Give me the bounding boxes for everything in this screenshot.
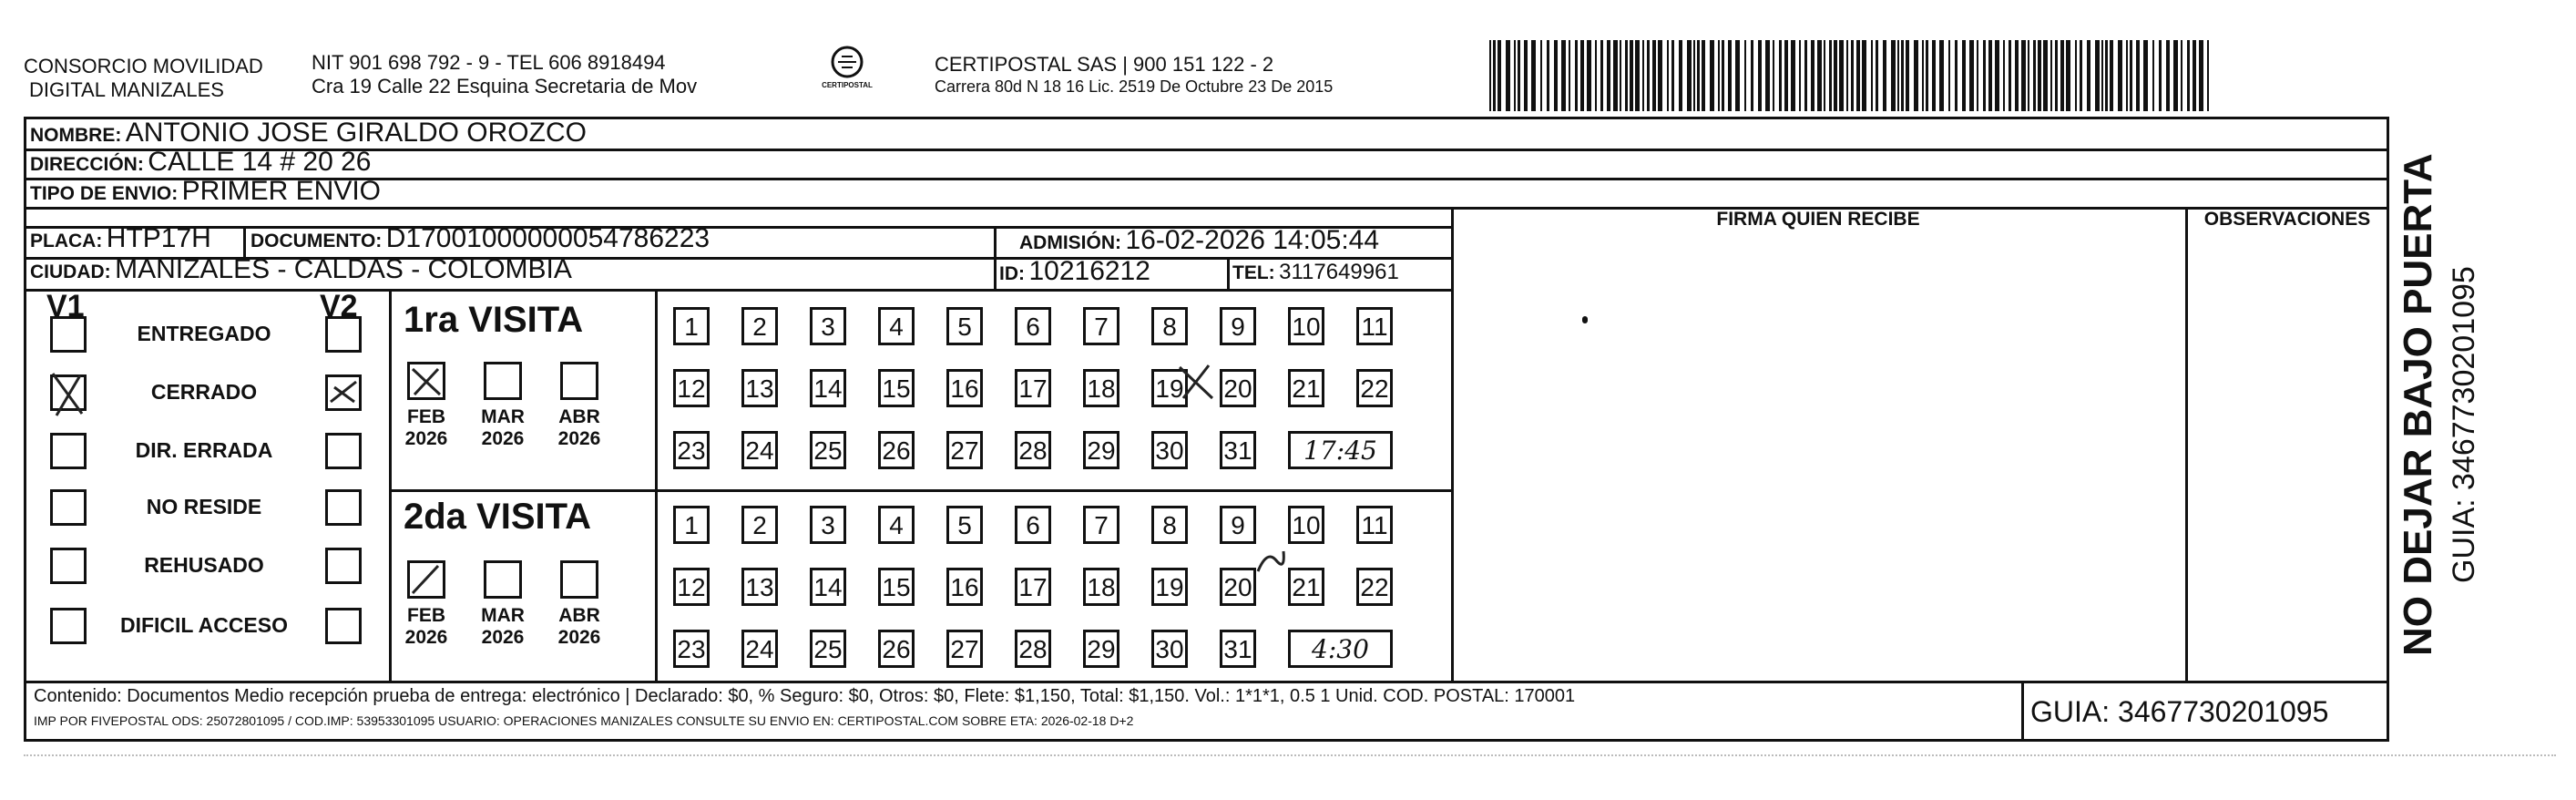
v1-checkbox[interactable] [50, 433, 87, 469]
month-name: FEB [407, 406, 445, 427]
barcode-bar [2075, 40, 2077, 111]
day-box[interactable]: 4 [878, 307, 915, 345]
day-box[interactable]: 10 [1288, 506, 1324, 544]
day-box[interactable]: 23 [673, 431, 710, 469]
carrier-address: Carrera 80d N 18 16 Lic. 2519 De Octubre 23 De 2015 [935, 77, 1334, 96]
barcode-bar [1784, 40, 1788, 111]
status-label: NO RESIDE [146, 495, 262, 518]
day-box[interactable]: 27 [946, 431, 983, 469]
barcode-bar [1995, 40, 1999, 111]
day-box[interactable]: 11 [1356, 307, 1393, 345]
barcode-bar [1554, 40, 1558, 111]
barcode-bar [1561, 40, 1566, 111]
id-label: ID: [999, 263, 1025, 284]
day-box[interactable]: 22 [1356, 369, 1393, 407]
day-box[interactable]: 2 [741, 506, 778, 544]
barcode-bar [2087, 40, 2090, 111]
barcode-bar [1642, 40, 1644, 111]
day-box[interactable]: 5 [946, 307, 983, 345]
barcode-bar [2015, 40, 2019, 111]
v2-checkbox[interactable] [325, 316, 362, 353]
barcode-bar [1817, 40, 1822, 111]
barcode-bar [2166, 40, 2170, 111]
day-box[interactable]: 1 [673, 307, 710, 345]
consortium-line-1: CONSORCIO MOVILIDAD [24, 55, 263, 77]
barcode-bar [1620, 40, 1621, 111]
side-guia: GUIA: 3467730201095 [2447, 266, 2481, 583]
footer-contents: Contenido: Documentos Medio recepción prueba de entrega: electrónico | Declarado: $0, % Seguro: $0, Otros: $0, Flete: $1,150, Total: $1,150. Vol.: 1*1*1, 0.5 1 Unid. COD. POSTAL: 170001 [34, 686, 1576, 706]
month-checkbox[interactable] [560, 362, 598, 400]
day-box[interactable]: 14 [810, 568, 846, 606]
v2-checkbox[interactable] [325, 548, 362, 584]
barcode-bar [1765, 40, 1770, 111]
barcode-bar [1667, 40, 1669, 111]
barcode-bar [1977, 40, 1978, 111]
day-box[interactable]: 19 [1151, 369, 1188, 407]
consortium-name [24, 55, 263, 102]
barcode-bar [2038, 40, 2041, 111]
day-box[interactable]: 29 [1083, 630, 1119, 668]
barcode-bar [1569, 40, 1570, 111]
month-year: 2026 [557, 428, 601, 449]
month-checkbox[interactable] [484, 362, 522, 400]
ciudad-value: MANIZALES - CALDAS - COLOMBIA [115, 254, 572, 284]
day-box[interactable]: 17 [1015, 568, 1051, 606]
day-box[interactable]: 31 [1220, 630, 1256, 668]
day-box[interactable]: 23 [673, 630, 710, 668]
day-box[interactable]: 15 [878, 568, 915, 606]
tipo-envio-label: TIPO DE ENVIO: [30, 183, 179, 204]
v1-checkbox[interactable] [50, 608, 87, 644]
barcode-bar [1710, 40, 1714, 111]
barcode-bar [1804, 40, 1807, 111]
barcode-bar [1524, 40, 1528, 111]
barcode-bar [1540, 40, 1542, 111]
barcode-bar [1630, 40, 1633, 111]
day-box[interactable]: 8 [1151, 506, 1188, 544]
barcode-bar [1722, 40, 1724, 111]
sender-address: Cra 19 Calle 22 Esquina Secretaria de Mov [312, 75, 698, 97]
barcode-bar [1955, 40, 1958, 111]
barcode-bar [1735, 40, 1740, 111]
barcode-bar [1862, 40, 1866, 111]
barcode-bar [1988, 40, 1992, 111]
day-box[interactable]: 19 [1151, 568, 1188, 606]
barcode-bar [1922, 40, 1924, 111]
day-box[interactable]: 9 [1220, 307, 1256, 345]
barcode-bar [1871, 40, 1873, 111]
placa-row [30, 223, 211, 254]
day-box[interactable]: 14 [810, 369, 846, 407]
barcode-bar [1498, 40, 1501, 111]
barcode-bar [1846, 40, 1848, 111]
day-box[interactable]: 21 [1288, 369, 1324, 407]
day-box[interactable]: 15 [878, 369, 915, 407]
consortium-line-2: DIGITAL MANIZALES [29, 78, 224, 101]
day-box[interactable]: 17 [1015, 369, 1051, 407]
day-box[interactable]: 13 [741, 369, 778, 407]
barcode-bar [2193, 40, 2196, 111]
day-box[interactable]: 18 [1083, 568, 1119, 606]
barcode-bar [1983, 40, 1986, 111]
day-box[interactable]: 6 [1015, 506, 1051, 544]
v1-checkbox[interactable] [50, 489, 87, 526]
tel-value: 3117649961 [1279, 260, 1399, 284]
check-mark-icon [49, 366, 86, 421]
day-box[interactable]: 20 [1220, 568, 1256, 606]
day-box[interactable]: 26 [878, 630, 915, 668]
day-box[interactable]: 28 [1015, 630, 1051, 668]
barcode-bar [2126, 40, 2128, 111]
status-label: CERRADO [150, 380, 258, 404]
month-name: FEB [407, 605, 445, 626]
month-name: ABR [558, 605, 600, 626]
nombre-row [30, 118, 587, 149]
month-name: ABR [558, 406, 600, 427]
day-box[interactable]: 13 [741, 568, 778, 606]
status-label: ENTREGADO [137, 322, 271, 345]
tel-row [1232, 260, 1399, 285]
id-value: 10216212 [1028, 256, 1150, 286]
v1-checkbox[interactable] [50, 374, 87, 411]
barcode-bar [1652, 40, 1656, 111]
barcode-bar [2028, 40, 2029, 111]
barcode-bar [1671, 40, 1674, 111]
barcode-bar [1962, 40, 1966, 111]
barcode-bar [1697, 40, 1700, 111]
carrier-line: CERTIPOSTAL SAS | 900 151 122 - 2 [935, 53, 1274, 76]
ciudad-row [30, 254, 572, 285]
barcode-bar [1948, 40, 1950, 111]
month-checkbox[interactable] [407, 560, 445, 599]
day-box[interactable]: 5 [946, 506, 983, 544]
cut-line [24, 754, 2556, 756]
barcode-bar [1600, 40, 1603, 111]
month-year: 2026 [481, 627, 525, 648]
day-box[interactable]: 22 [1356, 568, 1393, 606]
day-box[interactable]: 31 [1220, 431, 1256, 469]
barcode-bar [1901, 40, 1904, 111]
nit-line: NIT 901 698 792 - 9 - TEL 606 8918494 [312, 51, 666, 74]
day-box[interactable]: 12 [673, 369, 710, 407]
barcode-bar [1493, 40, 1496, 111]
day-box[interactable]: 9 [1220, 506, 1256, 544]
barcode-bar [1658, 40, 1662, 111]
barcode-bar [1856, 40, 1860, 111]
v2-checkbox[interactable] [325, 433, 362, 469]
barcode-bar [2187, 40, 2190, 111]
barcode-bar [1744, 40, 1746, 111]
barcode-bar [1580, 40, 1584, 111]
day-box[interactable]: 7 [1083, 506, 1119, 544]
barcode-bar [1932, 40, 1936, 111]
status-label: DIR. ERRADA [135, 438, 273, 462]
tel-label: TEL: [1232, 262, 1275, 283]
barcode-bar [2130, 40, 2132, 111]
day-20-mark-icon [1254, 544, 1285, 586]
barcode-bar [1718, 40, 1720, 111]
day-box[interactable]: 16 [946, 568, 983, 606]
day-box[interactable]: 24 [741, 630, 778, 668]
barcode-bar [1518, 40, 1520, 111]
barcode-bar [1635, 40, 1640, 111]
month-checkbox[interactable] [560, 560, 598, 599]
carrier-info [935, 53, 1333, 97]
barcode-bar [1824, 40, 1825, 111]
day-box[interactable]: 24 [741, 431, 778, 469]
barcode-bar [2043, 40, 2048, 111]
v2-checkbox[interactable] [325, 489, 362, 526]
certipostal-logo [815, 44, 879, 89]
handwritten-time: 4:30 [1288, 630, 1393, 668]
documento-value: D17001000000054786223 [385, 223, 710, 253]
documento-label: DOCUMENTO: [250, 231, 383, 251]
month-year: 2026 [481, 428, 525, 449]
footer-guia: GUIA: 3467730201095 [2030, 695, 2329, 728]
documento-row [250, 223, 710, 254]
barcode-bar [1647, 40, 1650, 111]
observaciones-header [2185, 209, 2389, 231]
barcode-bar [1728, 40, 1732, 111]
barcode-bar [2181, 40, 2182, 111]
barcode-bar [1613, 40, 1618, 111]
barcode-bar [2143, 40, 2148, 111]
day-box[interactable]: 30 [1151, 431, 1188, 469]
status-label: DIFICIL ACCESO [119, 613, 288, 637]
month-year: 2026 [404, 428, 448, 449]
barcode-bar [2033, 40, 2036, 111]
day-box[interactable]: 2 [741, 307, 778, 345]
barcode-bar [1926, 40, 1928, 111]
nombre-value: ANTONIO JOSE GIRALDO OROZCO [125, 118, 587, 148]
month-year: 2026 [404, 627, 448, 648]
barcode-bar [1891, 40, 1896, 111]
day-box[interactable]: 3 [810, 506, 846, 544]
day-box[interactable]: 7 [1083, 307, 1119, 345]
day-box[interactable]: 16 [946, 369, 983, 407]
check-mark-icon [407, 362, 445, 400]
footer-imp-line: IMP POR FIVEPOSTAL ODS: 25072801095 / COD.IMP: 53953301095 USUARIO: OPERACIONES MANIZALES CONSULTE SU ENVIO EN: CERTIPOSTAL.COM SOBRE ETA: 2026-02-18 D+2 [34, 713, 1134, 728]
barcode-bar [2207, 40, 2209, 111]
barcode-bar [2199, 40, 2203, 111]
check-mark-icon [407, 560, 445, 599]
barcode-bar [1506, 40, 1510, 111]
barcode-bar [2003, 40, 2005, 111]
v1-checkbox[interactable] [50, 548, 87, 584]
day-box[interactable]: 1 [673, 506, 710, 544]
delivery-form [24, 117, 2389, 742]
barcode-bar [2173, 40, 2178, 111]
day-box[interactable]: 3 [810, 307, 846, 345]
barcode-bar [2101, 40, 2103, 111]
second-visit-title: 2da VISITA [404, 497, 591, 537]
month-checkbox[interactable] [407, 362, 445, 400]
observaciones-label: OBSERVACIONES [2203, 209, 2371, 230]
direccion-row [30, 147, 371, 178]
direccion-label: DIRECCIÓN: [30, 154, 144, 175]
month-year: 2026 [557, 627, 601, 648]
barcode-bar [1751, 40, 1753, 111]
barcode-bar [1799, 40, 1801, 111]
barcode-bar [1514, 40, 1516, 111]
barcode-bar [1834, 40, 1837, 111]
barcode-bar [1702, 40, 1705, 111]
month-name: MAR [481, 406, 525, 427]
id-row [999, 256, 1150, 287]
v1-checkbox[interactable] [50, 316, 87, 353]
placa-label: PLACA: [30, 231, 103, 251]
day-box[interactable]: 10 [1288, 307, 1324, 345]
barcode-bar [1876, 40, 1878, 111]
barcode-bar [1679, 40, 1682, 111]
barcode-bar [2152, 40, 2154, 111]
firma-label: FIRMA QUIEN RECIBE [1716, 209, 1920, 230]
barcode-bar [1595, 40, 1597, 111]
barcode-bar [1773, 40, 1774, 111]
day-box[interactable]: 18 [1083, 369, 1119, 407]
barcode-bar [1547, 40, 1549, 111]
day-box[interactable]: 28 [1015, 431, 1051, 469]
barcode-bar [1587, 40, 1591, 111]
barcode-bar [1693, 40, 1695, 111]
day-box[interactable]: 21 [1288, 568, 1324, 606]
barcode-bar [1897, 40, 1899, 111]
admision-label: ADMISIÓN: [1019, 232, 1121, 253]
scribble-icon [1254, 546, 1285, 577]
day-box[interactable]: 30 [1151, 630, 1188, 668]
barcode [1489, 40, 2213, 111]
barcode-bar [2066, 40, 2070, 111]
cross-icon [1176, 362, 1216, 402]
barcode-bar [1489, 40, 1491, 111]
direccion-value: CALLE 14 # 20 26 [148, 147, 372, 177]
barcode-bar [1607, 40, 1610, 111]
barcode-bar [1779, 40, 1782, 111]
barcode-bar [2009, 40, 2011, 111]
admision-row [1019, 225, 1379, 256]
ciudad-label: CIUDAD: [30, 262, 111, 282]
barcode-bar [1914, 40, 1918, 111]
barcode-bar [1883, 40, 1886, 111]
admision-value: 16-02-2026 14:05:44 [1125, 225, 1380, 255]
barcode-bar [1839, 40, 1844, 111]
day-box[interactable]: 8 [1151, 307, 1188, 345]
tipo-envio-value: PRIMER ENVIO [181, 176, 382, 206]
day-box[interactable]: 11 [1356, 506, 1393, 544]
day-box[interactable]: 20 [1220, 369, 1256, 407]
barcode-bar [2055, 40, 2058, 111]
day-19-cross-icon [1176, 362, 1216, 411]
day-box[interactable]: 12 [673, 568, 710, 606]
barcode-bar [2060, 40, 2064, 111]
barcode-bar [2159, 40, 2162, 111]
barcode-bar [2110, 40, 2113, 111]
barcode-bar [2118, 40, 2122, 111]
barcode-bar [1939, 40, 1944, 111]
barcode-bar [1758, 40, 1762, 111]
sender-info [312, 51, 697, 98]
barcode-bar [1969, 40, 1974, 111]
side-notice: NO DEJAR BAJO PUERTA [2396, 153, 2440, 656]
tipo-envio-row [30, 176, 381, 207]
barcode-bar [2136, 40, 2140, 111]
barcode-bar [1811, 40, 1814, 111]
barcode-bar [2095, 40, 2100, 111]
v2-checkbox[interactable] [325, 608, 362, 644]
barcode-bar [2080, 40, 2082, 111]
placa-value: HTP17H [106, 223, 211, 253]
status-label: REHUSADO [144, 553, 264, 577]
signature-mark [1582, 316, 1588, 323]
barcode-bar [1625, 40, 1628, 111]
day-box[interactable]: 6 [1015, 307, 1051, 345]
barcode-bar [2050, 40, 2052, 111]
barcode-bar [1531, 40, 1536, 111]
day-box[interactable]: 27 [946, 630, 983, 668]
firma-header [1451, 209, 2185, 231]
barcode-bar [1791, 40, 1795, 111]
barcode-bar [2105, 40, 2108, 111]
v1-label: V1 [46, 289, 85, 323]
day-box[interactable]: 26 [878, 431, 915, 469]
month-name: MAR [481, 605, 525, 626]
handwritten-time: 17:45 [1288, 431, 1393, 469]
v2-checkbox[interactable] [325, 374, 362, 411]
day-box[interactable]: 25 [810, 630, 846, 668]
month-checkbox[interactable] [484, 560, 522, 599]
barcode-bar [1575, 40, 1578, 111]
logo-text: CERTIPOSTAL [822, 81, 873, 89]
check-mark-icon [325, 374, 362, 411]
day-box[interactable]: 29 [1083, 431, 1119, 469]
day-box[interactable]: 25 [810, 431, 846, 469]
v2-label: V2 [320, 289, 358, 323]
logo-icon [829, 44, 865, 80]
first-visit-title: 1ra VISITA [404, 300, 584, 340]
nombre-label: NOMBRE: [30, 125, 122, 146]
day-box[interactable]: 4 [878, 506, 915, 544]
barcode-bar [1687, 40, 1692, 111]
barcode-bar [1906, 40, 1909, 111]
barcode-bar [2021, 40, 2026, 111]
barcode-bar [1829, 40, 1832, 111]
barcode-bar [1851, 40, 1854, 111]
